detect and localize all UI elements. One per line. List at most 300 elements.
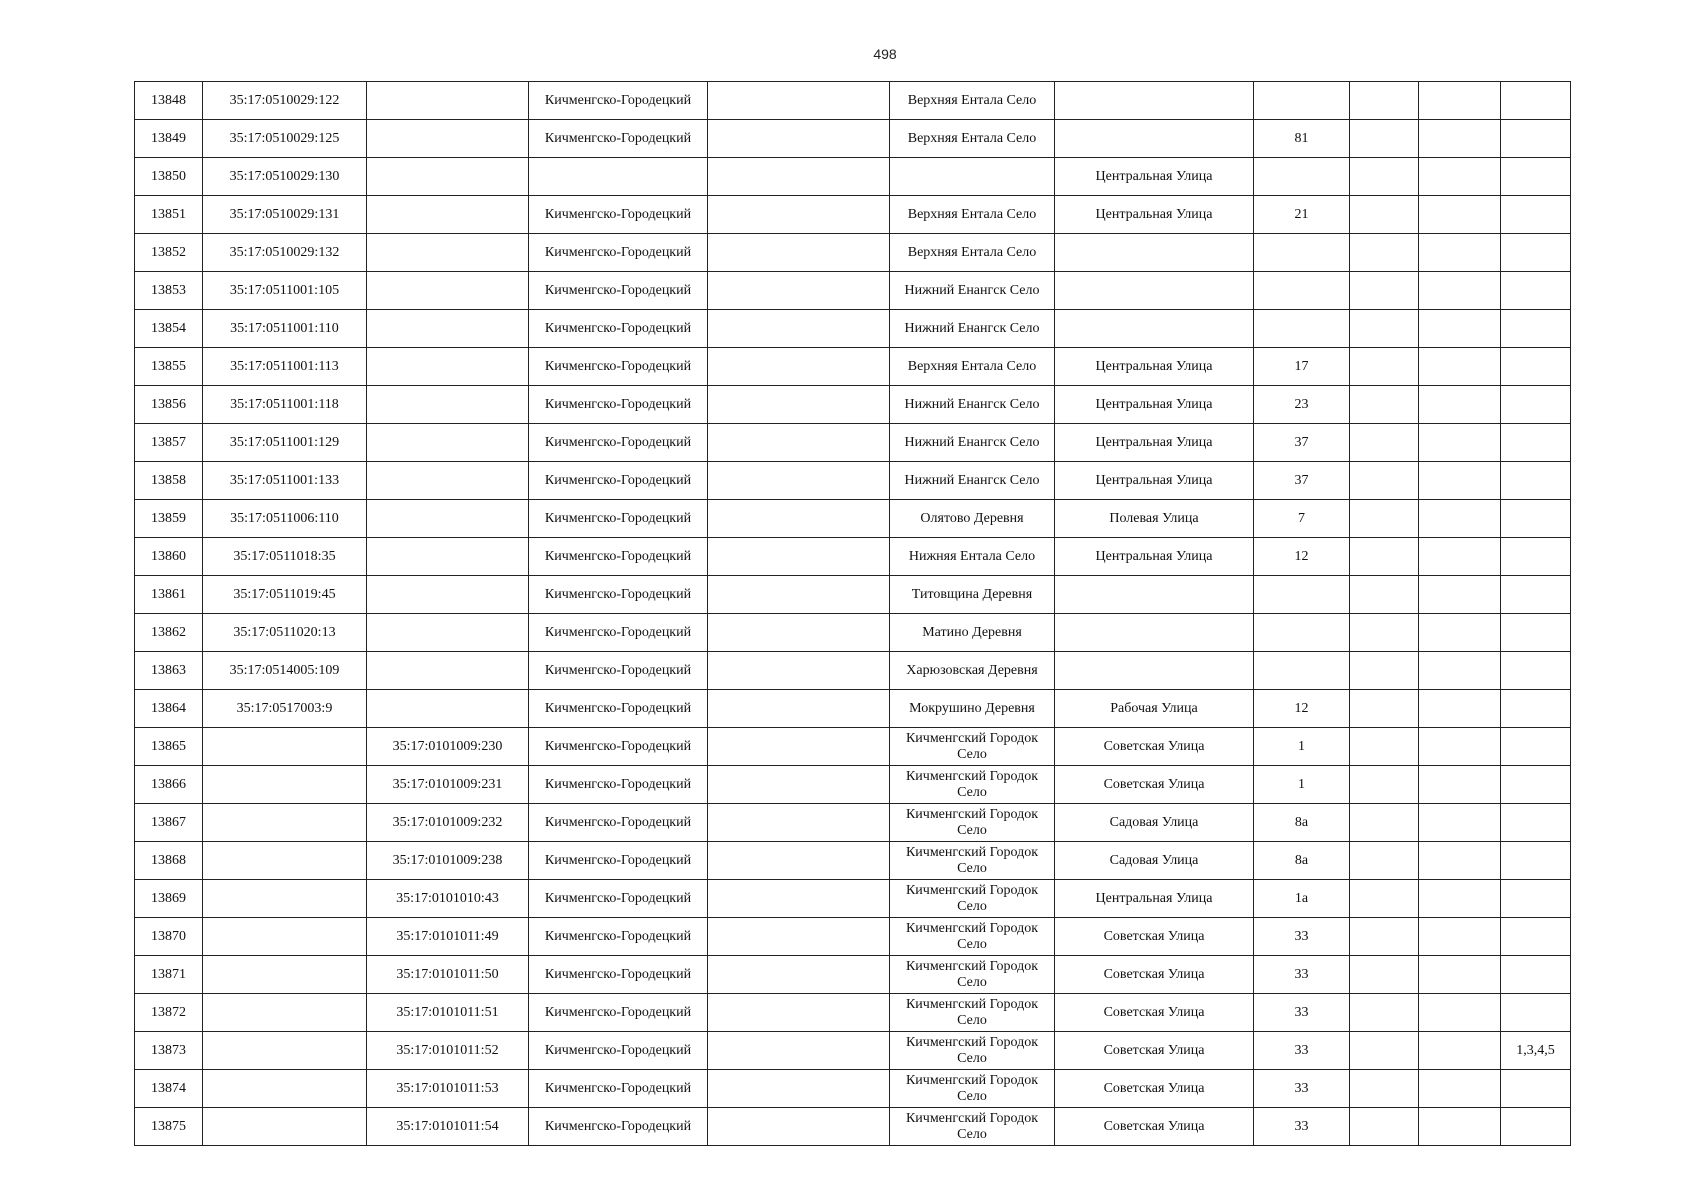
locality-cell: Кичменгский Городок Село xyxy=(890,880,1055,918)
row-number-cell: 13857 xyxy=(135,424,203,462)
house-number-cell xyxy=(1254,234,1350,272)
empty-cell xyxy=(1419,424,1501,462)
locality-cell: Кичменгский Городок Село xyxy=(890,842,1055,880)
table-row xyxy=(135,310,1571,348)
table-row xyxy=(135,652,1571,690)
district-cell: Кичменгско-Городецкий xyxy=(529,804,708,842)
district-cell: Кичменгско-Городецкий xyxy=(529,538,708,576)
cadastral-number-cell xyxy=(203,880,367,918)
empty-cell xyxy=(1350,1070,1419,1108)
table-row xyxy=(135,614,1571,652)
row-number-cell: 13862 xyxy=(135,614,203,652)
row-number-cell: 13864 xyxy=(135,690,203,728)
row-number-cell: 13875 xyxy=(135,1108,203,1146)
district-cell: Кичменгско-Городецкий xyxy=(529,652,708,690)
empty-cell xyxy=(708,272,890,310)
empty-cell xyxy=(1350,804,1419,842)
locality-cell: Кичменгский Городок Село xyxy=(890,956,1055,994)
locality-cell: Кичменгский Городок Село xyxy=(890,804,1055,842)
note-cell xyxy=(1501,576,1571,614)
empty-cell xyxy=(1419,234,1501,272)
street-cell: Советская Улица xyxy=(1055,1032,1254,1070)
empty-cell xyxy=(1419,500,1501,538)
locality-cell: Титовщина Деревня xyxy=(890,576,1055,614)
house-number-cell: 12 xyxy=(1254,538,1350,576)
locality-cell: Верхняя Ентала Село xyxy=(890,120,1055,158)
street-cell: Центральная Улица xyxy=(1055,348,1254,386)
locality-cell: Нижний Енангск Село xyxy=(890,310,1055,348)
empty-cell xyxy=(708,234,890,272)
cadastral-number-cell: 35:17:0511001:113 xyxy=(203,348,367,386)
empty-cell xyxy=(708,1032,890,1070)
empty-cell xyxy=(1419,956,1501,994)
empty-cell xyxy=(708,310,890,348)
note-cell xyxy=(1501,424,1571,462)
district-cell: Кичменгско-Городецкий xyxy=(529,576,708,614)
empty-cell xyxy=(1419,158,1501,196)
cadastral-number-cell xyxy=(203,766,367,804)
street-cell: Центральная Улица xyxy=(1055,462,1254,500)
row-number-cell: 13859 xyxy=(135,500,203,538)
cadastral-number-cell xyxy=(203,1108,367,1146)
row-number-cell: 13852 xyxy=(135,234,203,272)
locality-cell: Мокрушино Деревня xyxy=(890,690,1055,728)
street-cell: Полевая Улица xyxy=(1055,500,1254,538)
empty-cell xyxy=(708,728,890,766)
street-cell xyxy=(1055,310,1254,348)
related-cadastral-number-cell: 35:17:0101009:232 xyxy=(367,804,529,842)
related-cadastral-number-cell xyxy=(367,158,529,196)
house-number-cell: 23 xyxy=(1254,386,1350,424)
table-row xyxy=(135,690,1571,728)
street-cell: Садовая Улица xyxy=(1055,804,1254,842)
locality-cell: Матино Деревня xyxy=(890,614,1055,652)
empty-cell xyxy=(1419,652,1501,690)
locality-cell: Верхняя Ентала Село xyxy=(890,196,1055,234)
row-number-cell: 13861 xyxy=(135,576,203,614)
street-cell xyxy=(1055,652,1254,690)
empty-cell xyxy=(1350,994,1419,1032)
house-number-cell: 1 xyxy=(1254,728,1350,766)
related-cadastral-number-cell xyxy=(367,500,529,538)
row-number-cell: 13850 xyxy=(135,158,203,196)
empty-cell xyxy=(1419,614,1501,652)
related-cadastral-number-cell xyxy=(367,690,529,728)
locality-cell: Нижний Енангск Село xyxy=(890,424,1055,462)
cadastral-number-cell: 35:17:0510029:130 xyxy=(203,158,367,196)
row-number-cell: 13860 xyxy=(135,538,203,576)
note-cell xyxy=(1501,538,1571,576)
row-number-cell: 13849 xyxy=(135,120,203,158)
empty-cell xyxy=(708,424,890,462)
empty-cell xyxy=(1350,728,1419,766)
empty-cell xyxy=(708,348,890,386)
empty-cell xyxy=(1419,766,1501,804)
district-cell: Кичменгско-Городецкий xyxy=(529,386,708,424)
district-cell: Кичменгско-Городецкий xyxy=(529,956,708,994)
note-cell xyxy=(1501,956,1571,994)
house-number-cell: 21 xyxy=(1254,196,1350,234)
table-row xyxy=(135,82,1571,120)
empty-cell xyxy=(1350,196,1419,234)
street-cell xyxy=(1055,614,1254,652)
row-number-cell: 13870 xyxy=(135,918,203,956)
house-number-cell: 17 xyxy=(1254,348,1350,386)
empty-cell xyxy=(708,82,890,120)
empty-cell xyxy=(1350,956,1419,994)
district-cell: Кичменгско-Городецкий xyxy=(529,82,708,120)
house-number-cell xyxy=(1254,576,1350,614)
locality-cell: Кичменгский Городок Село xyxy=(890,994,1055,1032)
cadastral-number-cell: 35:17:0511018:35 xyxy=(203,538,367,576)
table-row xyxy=(135,576,1571,614)
note-cell xyxy=(1501,82,1571,120)
empty-cell xyxy=(708,652,890,690)
district-cell: Кичменгско-Городецкий xyxy=(529,614,708,652)
empty-cell xyxy=(708,956,890,994)
note-cell xyxy=(1501,918,1571,956)
locality-cell: Верхняя Ентала Село xyxy=(890,234,1055,272)
row-number-cell: 13848 xyxy=(135,82,203,120)
cadastral-number-cell xyxy=(203,728,367,766)
locality-cell: Кичменгский Городок Село xyxy=(890,1070,1055,1108)
street-cell: Рабочая Улица xyxy=(1055,690,1254,728)
house-number-cell: 1 xyxy=(1254,766,1350,804)
empty-cell xyxy=(1419,272,1501,310)
empty-cell xyxy=(1350,424,1419,462)
locality-cell: Нижний Енангск Село xyxy=(890,462,1055,500)
empty-cell xyxy=(1350,386,1419,424)
note-cell xyxy=(1501,728,1571,766)
locality-cell: Верхняя Ентала Село xyxy=(890,348,1055,386)
related-cadastral-number-cell: 35:17:0101011:50 xyxy=(367,956,529,994)
cadastral-number-cell: 35:17:0511019:45 xyxy=(203,576,367,614)
empty-cell xyxy=(708,766,890,804)
street-cell: Советская Улица xyxy=(1055,1108,1254,1146)
house-number-cell: 33 xyxy=(1254,918,1350,956)
district-cell: Кичменгско-Городецкий xyxy=(529,766,708,804)
related-cadastral-number-cell xyxy=(367,576,529,614)
empty-cell xyxy=(1350,1032,1419,1070)
table-row xyxy=(135,234,1571,272)
note-cell xyxy=(1501,272,1571,310)
empty-cell xyxy=(708,690,890,728)
empty-cell xyxy=(708,158,890,196)
district-cell: Кичменгско-Городецкий xyxy=(529,880,708,918)
row-number-cell: 13853 xyxy=(135,272,203,310)
empty-cell xyxy=(1419,994,1501,1032)
house-number-cell: 33 xyxy=(1254,1108,1350,1146)
house-number-cell xyxy=(1254,614,1350,652)
empty-cell xyxy=(708,1070,890,1108)
empty-cell xyxy=(1350,234,1419,272)
cadastral-number-cell xyxy=(203,918,367,956)
empty-cell xyxy=(1350,348,1419,386)
related-cadastral-number-cell xyxy=(367,310,529,348)
street-cell xyxy=(1055,272,1254,310)
empty-cell xyxy=(1350,652,1419,690)
cadastral-number-cell: 35:17:0514005:109 xyxy=(203,652,367,690)
cadastral-number-cell xyxy=(203,804,367,842)
note-cell xyxy=(1501,462,1571,500)
empty-cell xyxy=(1350,918,1419,956)
street-cell: Советская Улица xyxy=(1055,956,1254,994)
street-cell: Советская Улица xyxy=(1055,994,1254,1032)
street-cell: Советская Улица xyxy=(1055,766,1254,804)
empty-cell xyxy=(1350,462,1419,500)
locality-cell: Кичменгский Городок Село xyxy=(890,918,1055,956)
table-row xyxy=(135,120,1571,158)
row-number-cell: 13866 xyxy=(135,766,203,804)
empty-cell xyxy=(1419,1070,1501,1108)
note-cell xyxy=(1501,158,1571,196)
empty-cell xyxy=(708,804,890,842)
table-row xyxy=(135,462,1571,500)
empty-cell xyxy=(1350,500,1419,538)
district-cell: Кичменгско-Городецкий xyxy=(529,994,708,1032)
empty-cell xyxy=(1419,918,1501,956)
empty-cell xyxy=(708,880,890,918)
empty-cell xyxy=(1350,614,1419,652)
empty-cell xyxy=(1419,1032,1501,1070)
empty-cell xyxy=(708,462,890,500)
row-number-cell: 13854 xyxy=(135,310,203,348)
house-number-cell: 33 xyxy=(1254,1070,1350,1108)
empty-cell xyxy=(1419,842,1501,880)
note-cell xyxy=(1501,348,1571,386)
empty-cell xyxy=(708,1108,890,1146)
cadastral-number-cell: 35:17:0511001:110 xyxy=(203,310,367,348)
street-cell: Центральная Улица xyxy=(1055,424,1254,462)
related-cadastral-number-cell xyxy=(367,272,529,310)
house-number-cell: 33 xyxy=(1254,1032,1350,1070)
empty-cell xyxy=(708,386,890,424)
street-cell: Советская Улица xyxy=(1055,1070,1254,1108)
related-cadastral-number-cell xyxy=(367,348,529,386)
row-number-cell: 13867 xyxy=(135,804,203,842)
note-cell xyxy=(1501,310,1571,348)
cadastral-number-cell xyxy=(203,956,367,994)
street-cell: Центральная Улица xyxy=(1055,386,1254,424)
empty-cell xyxy=(1350,880,1419,918)
table-row xyxy=(135,1070,1571,1108)
house-number-cell xyxy=(1254,82,1350,120)
locality-cell: Харюзовская Деревня xyxy=(890,652,1055,690)
related-cadastral-number-cell: 35:17:0101011:49 xyxy=(367,918,529,956)
empty-cell xyxy=(1350,690,1419,728)
empty-cell xyxy=(1419,880,1501,918)
district-cell: Кичменгско-Городецкий xyxy=(529,310,708,348)
empty-cell xyxy=(1350,576,1419,614)
related-cadastral-number-cell: 35:17:0101009:231 xyxy=(367,766,529,804)
empty-cell xyxy=(1350,120,1419,158)
district-cell: Кичменгско-Городецкий xyxy=(529,196,708,234)
empty-cell xyxy=(1419,386,1501,424)
note-cell xyxy=(1501,1070,1571,1108)
empty-cell xyxy=(708,120,890,158)
related-cadastral-number-cell xyxy=(367,614,529,652)
empty-cell xyxy=(1350,842,1419,880)
note-cell xyxy=(1501,500,1571,538)
related-cadastral-number-cell xyxy=(367,386,529,424)
empty-cell xyxy=(708,500,890,538)
note-cell xyxy=(1501,766,1571,804)
row-number-cell: 13851 xyxy=(135,196,203,234)
empty-cell xyxy=(1419,1108,1501,1146)
note-cell xyxy=(1501,842,1571,880)
note-cell xyxy=(1501,386,1571,424)
locality-cell: Кичменгский Городок Село xyxy=(890,1108,1055,1146)
cadastral-number-cell: 35:17:0510029:122 xyxy=(203,82,367,120)
cadastral-number-cell: 35:17:0511001:105 xyxy=(203,272,367,310)
street-cell xyxy=(1055,120,1254,158)
locality-cell xyxy=(890,158,1055,196)
table-row xyxy=(135,1032,1571,1070)
table-row xyxy=(135,386,1571,424)
row-number-cell: 13865 xyxy=(135,728,203,766)
note-cell xyxy=(1501,652,1571,690)
table-row xyxy=(135,880,1571,918)
note-cell xyxy=(1501,196,1571,234)
cadastral-number-cell xyxy=(203,1070,367,1108)
house-number-cell: 37 xyxy=(1254,462,1350,500)
empty-cell xyxy=(1419,728,1501,766)
row-number-cell: 13855 xyxy=(135,348,203,386)
table-body xyxy=(135,82,1571,1146)
cadastral-number-cell: 35:17:0511006:110 xyxy=(203,500,367,538)
empty-cell xyxy=(1419,462,1501,500)
row-number-cell: 13856 xyxy=(135,386,203,424)
street-cell: Центральная Улица xyxy=(1055,538,1254,576)
related-cadastral-number-cell: 35:17:0101010:43 xyxy=(367,880,529,918)
note-cell: 1,3,4,5 xyxy=(1501,1032,1571,1070)
house-number-cell: 8а xyxy=(1254,842,1350,880)
note-cell xyxy=(1501,690,1571,728)
empty-cell xyxy=(1350,272,1419,310)
empty-cell xyxy=(1350,82,1419,120)
table-row xyxy=(135,196,1571,234)
empty-cell xyxy=(708,614,890,652)
house-number-cell: 12 xyxy=(1254,690,1350,728)
note-cell xyxy=(1501,994,1571,1032)
house-number-cell: 37 xyxy=(1254,424,1350,462)
cadastral-number-cell: 35:17:0517003:9 xyxy=(203,690,367,728)
row-number-cell: 13872 xyxy=(135,994,203,1032)
related-cadastral-number-cell: 35:17:0101011:53 xyxy=(367,1070,529,1108)
district-cell: Кичменгско-Городецкий xyxy=(529,690,708,728)
empty-cell xyxy=(1419,538,1501,576)
related-cadastral-number-cell xyxy=(367,120,529,158)
empty-cell xyxy=(1419,690,1501,728)
district-cell: Кичменгско-Городецкий xyxy=(529,1108,708,1146)
house-number-cell: 81 xyxy=(1254,120,1350,158)
locality-cell: Нижняя Ентала Село xyxy=(890,538,1055,576)
house-number-cell: 33 xyxy=(1254,994,1350,1032)
registry-table xyxy=(134,81,1571,1146)
cadastral-number-cell: 35:17:0510029:125 xyxy=(203,120,367,158)
table-row xyxy=(135,766,1571,804)
related-cadastral-number-cell xyxy=(367,462,529,500)
empty-cell xyxy=(1419,196,1501,234)
empty-cell xyxy=(708,538,890,576)
row-number-cell: 13868 xyxy=(135,842,203,880)
cadastral-number-cell: 35:17:0510029:132 xyxy=(203,234,367,272)
row-number-cell: 13873 xyxy=(135,1032,203,1070)
note-cell xyxy=(1501,1108,1571,1146)
house-number-cell: 33 xyxy=(1254,956,1350,994)
district-cell: Кичменгско-Городецкий xyxy=(529,120,708,158)
empty-cell xyxy=(1350,766,1419,804)
district-cell: Кичменгско-Городецкий xyxy=(529,918,708,956)
district-cell: Кичменгско-Городецкий xyxy=(529,1032,708,1070)
table-row xyxy=(135,158,1571,196)
district-cell xyxy=(529,158,708,196)
empty-cell xyxy=(1419,82,1501,120)
empty-cell xyxy=(708,842,890,880)
table-row xyxy=(135,728,1571,766)
row-number-cell: 13874 xyxy=(135,1070,203,1108)
house-number-cell xyxy=(1254,652,1350,690)
table-row xyxy=(135,1108,1571,1146)
cadastral-number-cell xyxy=(203,1032,367,1070)
related-cadastral-number-cell xyxy=(367,538,529,576)
empty-cell xyxy=(1350,158,1419,196)
empty-cell xyxy=(1350,310,1419,348)
table-row xyxy=(135,500,1571,538)
street-cell xyxy=(1055,576,1254,614)
district-cell: Кичменгско-Городецкий xyxy=(529,348,708,386)
empty-cell xyxy=(1350,538,1419,576)
related-cadastral-number-cell xyxy=(367,234,529,272)
street-cell: Центральная Улица xyxy=(1055,880,1254,918)
note-cell xyxy=(1501,804,1571,842)
district-cell: Кичменгско-Городецкий xyxy=(529,728,708,766)
street-cell: Советская Улица xyxy=(1055,728,1254,766)
house-number-cell xyxy=(1254,272,1350,310)
row-number-cell: 13863 xyxy=(135,652,203,690)
street-cell: Центральная Улица xyxy=(1055,158,1254,196)
related-cadastral-number-cell xyxy=(367,82,529,120)
cadastral-number-cell: 35:17:0511001:118 xyxy=(203,386,367,424)
empty-cell xyxy=(1419,576,1501,614)
cadastral-number-cell: 35:17:0510029:131 xyxy=(203,196,367,234)
locality-cell: Нижний Енангск Село xyxy=(890,272,1055,310)
empty-cell xyxy=(708,918,890,956)
table-row xyxy=(135,956,1571,994)
table-row xyxy=(135,538,1571,576)
empty-cell xyxy=(708,196,890,234)
empty-cell xyxy=(1419,120,1501,158)
locality-cell: Нижний Енангск Село xyxy=(890,386,1055,424)
house-number-cell: 8а xyxy=(1254,804,1350,842)
cadastral-number-cell: 35:17:0511001:133 xyxy=(203,462,367,500)
cadastral-number-cell xyxy=(203,842,367,880)
street-cell: Центральная Улица xyxy=(1055,196,1254,234)
street-cell xyxy=(1055,82,1254,120)
note-cell xyxy=(1501,880,1571,918)
empty-cell xyxy=(1419,310,1501,348)
row-number-cell: 13869 xyxy=(135,880,203,918)
table-row xyxy=(135,424,1571,462)
empty-cell xyxy=(708,994,890,1032)
locality-cell: Кичменгский Городок Село xyxy=(890,728,1055,766)
street-cell xyxy=(1055,234,1254,272)
note-cell xyxy=(1501,120,1571,158)
related-cadastral-number-cell: 35:17:0101011:52 xyxy=(367,1032,529,1070)
table-row xyxy=(135,994,1571,1032)
row-number-cell: 13858 xyxy=(135,462,203,500)
note-cell xyxy=(1501,234,1571,272)
